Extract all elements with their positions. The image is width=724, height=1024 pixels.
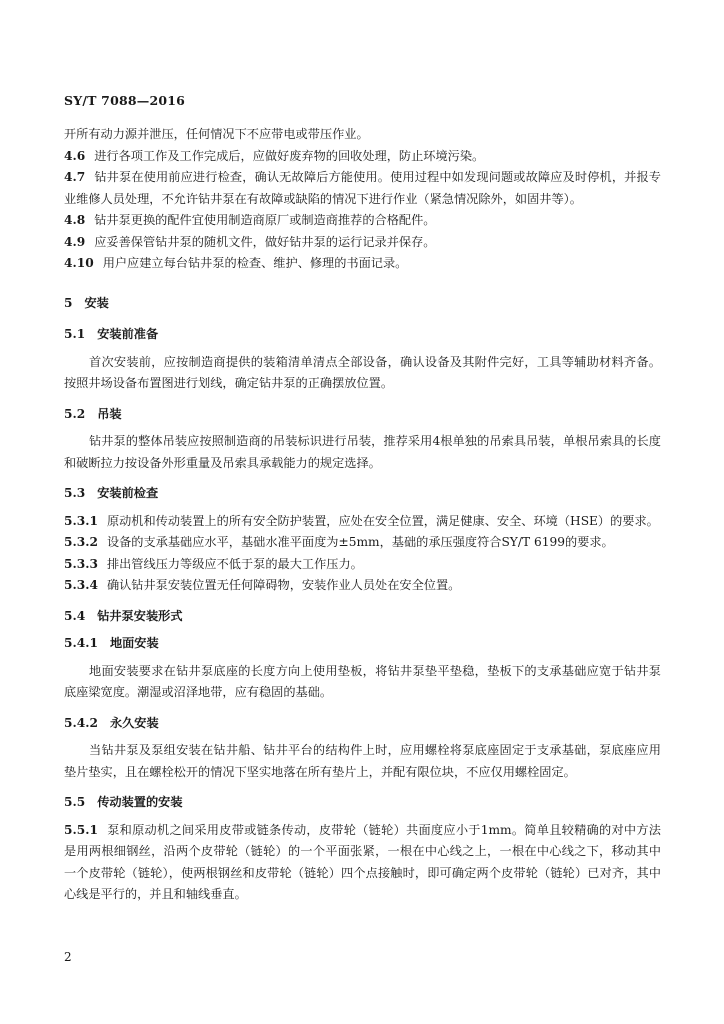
clause-text: 用户应建立每台钻井泵的检查、维护、修理的书面记录。 [102, 256, 408, 270]
clause-number: 5.2 [64, 406, 86, 421]
clause-4-9 [64, 232, 661, 254]
clause-title: 永久安装 [109, 715, 159, 730]
clause-text: 钻井泵更换的配件宜使用制造商原厂或制造商推荐的合格配件。 [94, 213, 436, 227]
clause-text: 泵和原动机之间采用皮带或链条传动，皮带轮（链轮）共面度应小于1mm。简单且较精确的对中方法是用两根细钢丝，沿两个皮带轮（链轮）的一个平面张紧，一根在中心线之上，一根在中心线之下，移动其中一个皮带轮（链轮），使两根钢丝和皮带轮（链轮）四个点接触时，即可确定两个皮带轮（链轮）已对齐，其中心线是平行的，并且和轴线垂直。 [64, 822, 661, 901]
heading-5-2 [64, 404, 661, 426]
clause-5-3-3 [64, 554, 661, 576]
body-5-4-1: 地面安装要求在钻井泵底座的长度方向上使用垫板，将钻井泵垫平垫稳，垫板下的支承基础应宽于钻井泵底座梁宽度。潮湿或沼泽地带，应有稳固的基础。 [64, 663, 661, 699]
clause-number: 4.7 [64, 170, 86, 184]
clause-number: 5.3.4 [64, 578, 98, 592]
clause-4-7 [64, 167, 661, 210]
clause-number: 5.3 [64, 486, 86, 500]
clause-number: 5.3.1 [64, 513, 98, 528]
clause-4-10 [64, 253, 661, 275]
heading-5-3 [64, 483, 661, 505]
clause-text: 应妥善保管钻井泵的随机文件，做好钻井泵的运行记录并保存。 [94, 234, 436, 249]
clause-number: 5.5.1 [64, 822, 98, 837]
clause-number: 5.4.2 [64, 715, 98, 730]
clause-title: 吊装 [97, 406, 122, 421]
clause-4-8 [64, 210, 661, 232]
heading-5-1 [64, 324, 661, 346]
body-5-1: 首次安装前，应按制造商提供的装箱清单清点全部设备，确认设备及其附件完好，工具等辅助材料齐备。按照井场设备布置图进行划线，确定钻井泵的正确摆放位置。 [64, 354, 661, 390]
clause-number: 4.6 [64, 148, 86, 163]
heading-5-4-1 [64, 633, 661, 655]
body-5-2: 钻井泵的整体吊装应按照制造商的吊装标识进行吊装，推荐采用4根单独的吊索具吊装，单根吊索具的长度和破断拉力按设备外形重量及吊索具承载能力的规定选择。 [64, 434, 661, 470]
clause-number: 5.5 [64, 795, 86, 809]
section-heading-5 [64, 293, 661, 315]
clause-text: 进行各项工作及工作完成后，应做好废弃物的回收处理，防止环境污染。 [94, 148, 485, 163]
standard-code: SY/T 7088—2016 [64, 93, 186, 108]
paragraph-continuation: 开所有动力源并泄压，任何情况下不应带电或带压作业。 [64, 127, 369, 141]
clause-text: 设备的支承基础应水平，基础水准平面度为±5mm，基础的承压强度符合SY/T 6199的要求。 [106, 535, 614, 549]
heading-5-5 [64, 792, 661, 814]
clause-number: 4.10 [64, 256, 94, 270]
clause-number: 5.3.2 [64, 535, 98, 549]
clause-4-6 [64, 146, 661, 168]
clause-text: 原动机和传动装置上的所有安全防护装置，应处在安全位置，满足健康、安全、环境（HSE）的要求。 [106, 513, 659, 528]
document-body [64, 124, 661, 906]
clause-number: 5.1 [64, 327, 86, 341]
page-number: 2 [64, 950, 72, 964]
section-title: 安装 [84, 295, 109, 310]
clause-5-3-2 [64, 532, 661, 554]
body-5-4-2: 当钻井泵及泵组安装在钻井船、钻井平台的结构件上时，应用螺栓将泵底座固定于支承基础，泵底座应用垫片垫实，且在螺栓松开的情况下坚实地落在所有垫片上，并配有限位块，不应仅用螺栓固定。 [64, 743, 661, 779]
clause-text: 钻井泵在使用前应进行检查，确认无故障后方能使用。使用过程中如发现问题或故障应及时停机，并报专业维修人员处理，不允许钻井泵在有故障或缺陷的情况下进行作业（紧急情况除外，如固井等）。 [64, 170, 661, 206]
clause-5-5-1 [64, 820, 661, 906]
clause-title: 安装前检查 [97, 486, 159, 500]
heading-5-4 [64, 606, 661, 628]
clause-text: 排出管线压力等级应不低于泵的最大工作压力。 [106, 556, 363, 571]
clause-number: 5.4.1 [64, 636, 98, 650]
clause-title: 安装前准备 [97, 327, 159, 341]
clause-number: 5.3.3 [64, 556, 98, 571]
clause-number: 4.9 [64, 234, 86, 249]
clause-title: 传动装置的安装 [97, 795, 183, 809]
clause-5-3-4 [64, 575, 661, 597]
section-number: 5 [64, 295, 73, 310]
clause-title: 地面安装 [109, 636, 159, 650]
clause-number: 4.8 [64, 213, 86, 227]
heading-5-4-2 [64, 713, 661, 735]
clause-number: 5.4 [64, 608, 86, 623]
clause-title: 钻井泵安装形式 [97, 608, 183, 623]
clause-5-3-1 [64, 511, 661, 533]
clause-text: 确认钻井泵安装位置无任何障碍物，安装作业人员处在安全位置。 [106, 578, 461, 592]
